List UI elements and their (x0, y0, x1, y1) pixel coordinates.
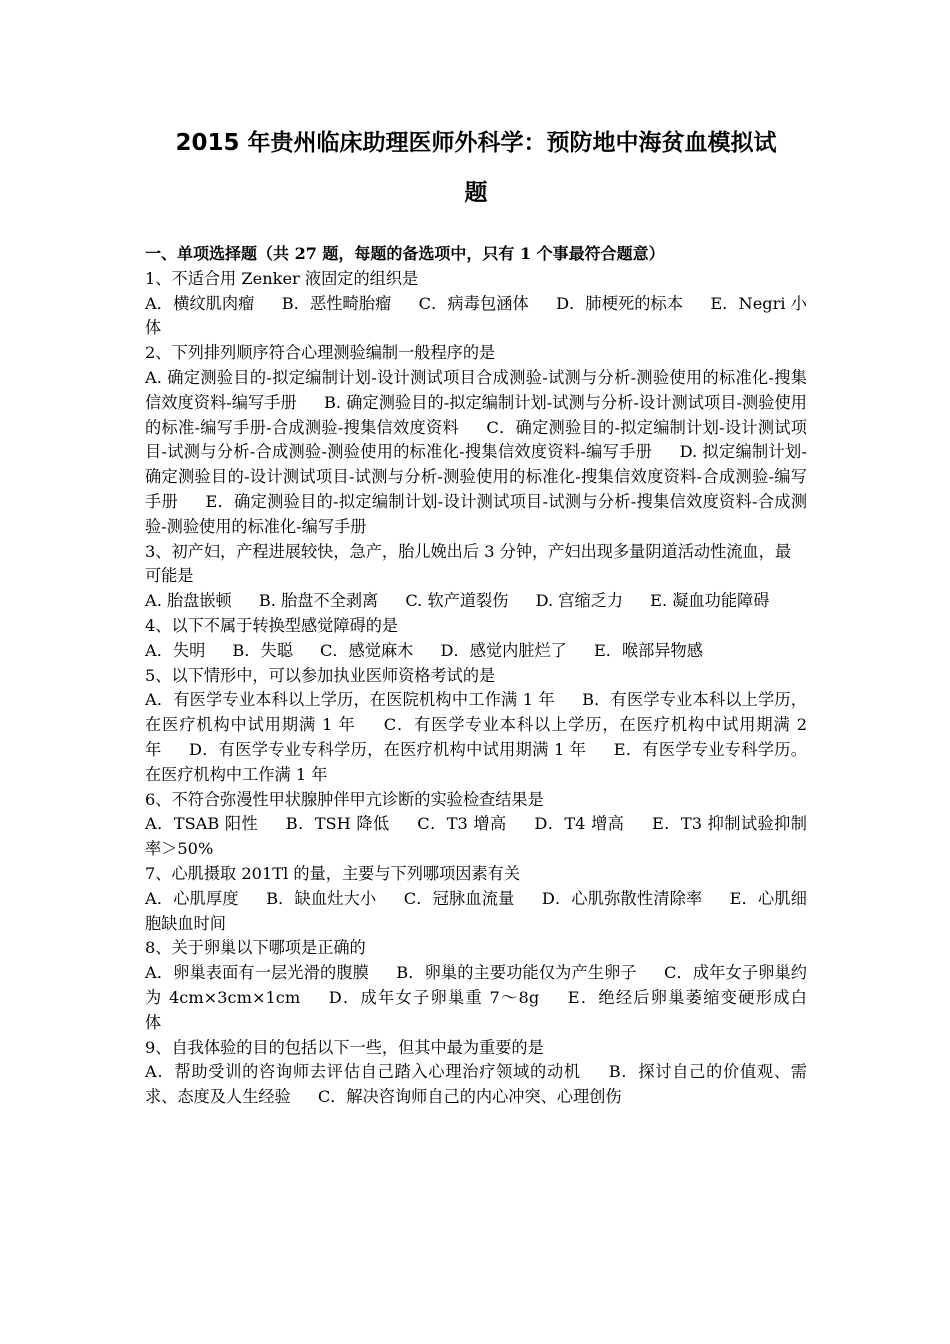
question-options (145, 812, 807, 862)
question-options (145, 292, 807, 342)
option-a: A．TSAB 阳性 (145, 814, 259, 834)
question-stem: 6、不符合弥漫性甲状腺肿伴甲亢诊断的实验检查结果是 (145, 789, 544, 809)
option-e: E. 凝血功能障碍 (650, 591, 770, 611)
question-stem: 9、自我体验的目的包括以下一些，但其中最为重要的是 (145, 1037, 544, 1057)
question-stem: 3、初产妇，产程进展较快，急产，胎儿娩出后 3 分钟，产妇出现多量阴道活动性流血，最可能是 (145, 541, 792, 586)
option-c: C．T3 增高 (417, 814, 507, 834)
option-c: C．确定测验目的-拟定编制计划-设计测试项目-试测与分析-合成测验-测验使用的标准化-搜集信效度资料-编写手册 (145, 417, 807, 462)
question-list (145, 267, 807, 1110)
question-5 (145, 664, 807, 788)
option-c: C．有医学专业本科以上学历，在医疗机构中试用期满 2 年 (145, 715, 807, 759)
option-b: B. 胎盘不全剥离 (258, 591, 379, 611)
option-d: D．有医学专业专科学历，在医疗机构中试用期满 1 年 (188, 739, 587, 759)
question-8 (145, 936, 807, 1035)
option-d: D．肺梗死的标本 (556, 293, 684, 313)
option-e: E．有医学专业专科学历。在医疗机构中工作满 1 年 (145, 739, 807, 784)
option-e: E．T3 抑制试验抑制率＞50% (145, 814, 807, 859)
question-stem: 7、心肌摄取 201Tl 的量，主要与下列哪项因素有关 (145, 863, 521, 883)
question-options (145, 366, 807, 540)
option-a: A．失明 (145, 640, 206, 660)
option-a: A. 确定测验目的-拟定编制计划-设计测试项目合成测验-试测与分析-测验使用的标准化-搜集信效度资料-编写手册 (145, 367, 807, 412)
option-e: E．喉部异物感 (593, 640, 703, 660)
option-c: C．冠脉血流量 (403, 888, 515, 908)
option-d: D．感觉内脏烂了 (440, 640, 567, 660)
option-a: A．横纹肌肉瘤 (145, 293, 255, 313)
question-stem: 4、以下不属于转换型感觉障碍的是 (145, 615, 399, 635)
option-c: C．成年女子卵巢约为 4cm×3cm×1cm (145, 963, 807, 1007)
question-stem: 2、下列排列顺序符合心理测验编制一般程序的是 (145, 343, 496, 363)
option-e: E．心肌细胞缺血时间 (145, 888, 807, 933)
option-e: E．绝经后卵巢萎缩变硬形成白体 (145, 987, 807, 1032)
question-options (145, 887, 807, 937)
option-a: A．卵巢表面有一层光滑的腹膜 (145, 963, 369, 983)
option-d: D. 拟定编制计划-确定测验目的-设计测试项目-试测与分析-测验使用的标准化-搜集信效度资料-合成测验-编写手册 (145, 442, 807, 511)
question-9 (145, 1036, 807, 1110)
option-b: B．卵巢的主要功能仅为产生卵子 (396, 963, 637, 983)
document-title (145, 118, 807, 218)
option-d: D．成年女子卵巢重 7～8g (328, 987, 540, 1007)
question-7 (145, 862, 807, 936)
question-stem: 1、不适合用 Zenker 液固定的组织是 (145, 268, 419, 288)
option-d: D．心肌弥散性清除率 (541, 888, 703, 908)
option-a: A. 胎盘嵌顿 (145, 591, 232, 611)
option-b: B．失聪 (232, 640, 293, 660)
option-b: B. 确定测验目的-拟定编制计划-试测与分析-设计测试项目-测验使用的标准-编写手册-合成测验-搜集信效度资料 (145, 392, 807, 437)
option-b: B．有医学专业本科以上学历，在医疗机构中试用期满 1 年 (145, 690, 807, 735)
question-stem: 5、以下情形中，可以参加执业医师资格考试的是 (145, 665, 496, 685)
option-c: C．感觉麻木 (320, 640, 414, 660)
question-stem: 8、关于卵巢以下哪项是正确的 (145, 938, 366, 958)
option-d: D．T4 增高 (534, 814, 625, 834)
option-c: C．病毒包涵体 (418, 293, 529, 313)
option-b: B．恶性畸胎瘤 (281, 293, 392, 313)
section-heading: 一、单项选择题（共 27 题，每题的备选项中，只有 1 个事最符合题意） (145, 244, 665, 263)
option-b: B．TSH 降低 (285, 814, 390, 834)
option-e: E．Negri 小体 (145, 293, 807, 338)
question-2 (145, 341, 807, 539)
option-a: A．帮助受训的咨询师去评估自己踏入心理治疗领域的动机 (145, 1062, 581, 1082)
question-1 (145, 267, 807, 341)
option-e: E．确定测验目的-拟定编制计划-设计测试项目-试测与分析-搜集信效度资料-合成测验-测验使用的标准化-编写手册 (145, 491, 808, 536)
option-c: C．解决咨询师自己的内心冲突、心理创伤 (317, 1087, 622, 1107)
question-options (145, 639, 807, 664)
question-3 (145, 540, 807, 614)
option-b: B．探讨自己的价值观、需求、态度及人生经验 (145, 1062, 807, 1107)
document-page (145, 118, 807, 1110)
option-a: A．有医学专业本科以上学历，在医院机构中工作满 1 年 (145, 690, 555, 710)
question-4 (145, 614, 807, 664)
question-options (145, 961, 807, 1035)
option-a: A．心肌厚度 (145, 888, 239, 908)
title-line-2: 题 (464, 180, 488, 206)
question-6 (145, 788, 807, 862)
option-c: C. 软产道裂伤 (405, 591, 509, 611)
title-line-1: 2015 年贵州临床助理医师外科学：预防地中海贫血模拟试 (175, 130, 777, 156)
option-b: B．缺血灶大小 (266, 888, 377, 908)
question-options (145, 589, 807, 614)
question-options (145, 1060, 807, 1110)
option-d: D. 宫缩乏力 (535, 591, 624, 611)
question-options (145, 688, 807, 787)
